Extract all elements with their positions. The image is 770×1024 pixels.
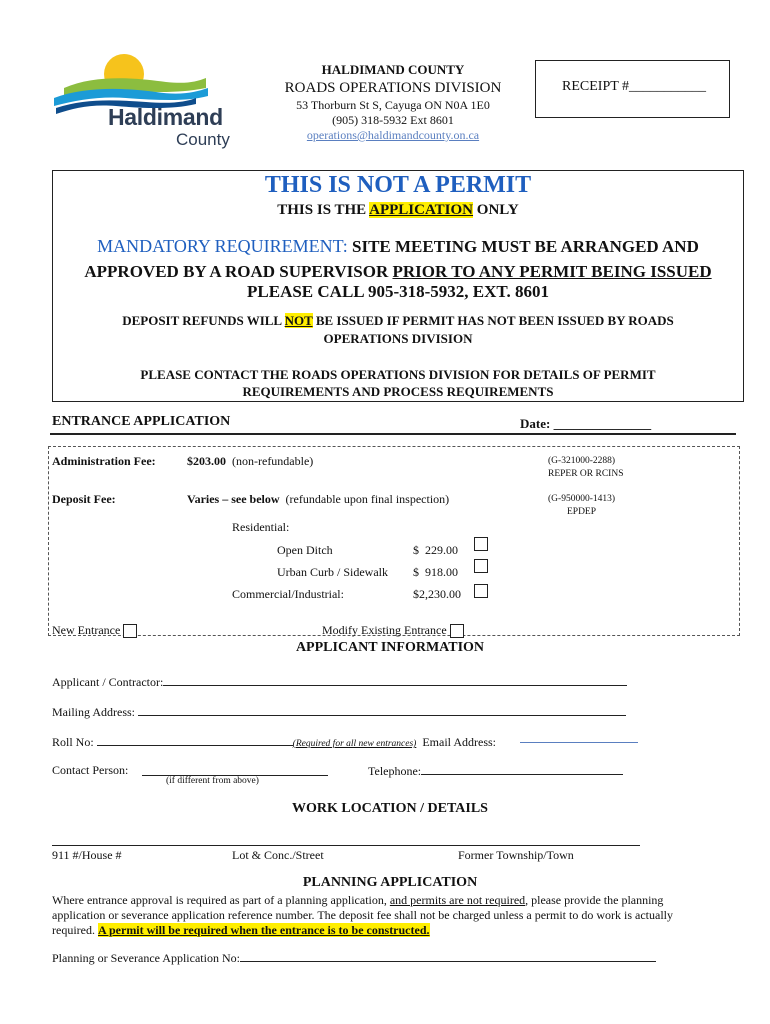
deposit-refund-line-2: OPERATIONS DIVISION <box>323 331 473 346</box>
roll-note: (Required for all new entrances) <box>292 739 417 749</box>
roll-row <box>52 734 496 750</box>
admin-fee-code-2: REPER OR RCINS <box>548 469 624 479</box>
fee-box <box>48 446 740 636</box>
mandatory-line-2 <box>52 262 744 282</box>
mandatory-text-2-underlined: PRIOR TO ANY PERMIT BEING ISSUED <box>392 262 712 281</box>
deposit-fee-code-2: EPDEP <box>566 507 597 517</box>
new-entrance <box>52 623 137 638</box>
applicant-heading: APPLICANT INFORMATION <box>295 640 485 655</box>
deposit-not: NOT <box>284 313 313 328</box>
notice-subtitle <box>52 202 744 219</box>
logo-text-haldimand: Haldimand <box>108 104 223 130</box>
contact-line-2: REQUIREMENTS AND PROCESS REQUIREMENTS <box>242 384 554 399</box>
contact-line-1: PLEASE CONTACT THE ROADS OPERATIONS DIVISION FOR DETAILS OF PERMIT <box>140 367 656 382</box>
telephone-row <box>368 763 623 779</box>
org-header <box>270 62 516 143</box>
admin-fee-value <box>187 454 313 469</box>
work-location-line[interactable] <box>52 845 640 846</box>
org-address: 53 Thorburn St S, Cayuga ON N0A 1E0 <box>296 98 490 112</box>
planning-p3-highlight: A permit will be required when the entrance is to be constructed. <box>97 923 430 937</box>
org-name: HALDIMAND COUNTY <box>321 62 465 77</box>
subtitle-application: APPLICATION <box>369 202 474 218</box>
receipt-box <box>535 60 730 118</box>
deposit-refund-line-1 <box>52 313 744 329</box>
mandatory-line-1 <box>52 236 744 257</box>
deposit-varies: Varies – see below <box>187 492 280 506</box>
email-input[interactable] <box>520 741 638 743</box>
org-email-link[interactable]: operations@haldimandcounty.on.ca <box>306 128 480 142</box>
mailing-input[interactable] <box>138 704 626 716</box>
application-number-label: Planning or Severance Application No: <box>52 951 240 965</box>
contractor-label: Applicant / Contractor: <box>52 675 164 689</box>
contractor-input[interactable] <box>163 674 627 686</box>
deposit-post: BE ISSUED IF PERMIT HAS NOT BEEN ISSUED BY ROADS <box>312 313 674 328</box>
planning-line-2: application or severance application reference number. The deposit fee shall not be charged unless a permit to do work is actually <box>52 908 673 922</box>
modify-entrance <box>322 623 464 638</box>
application-number-row <box>52 950 656 966</box>
roll-input[interactable] <box>97 734 293 746</box>
roll-label: Roll No: <box>52 735 94 749</box>
date-field[interactable]: Date: _______________ <box>520 416 652 431</box>
admin-fee-note: (non-refundable) <box>232 454 314 468</box>
modify-entrance-checkbox[interactable] <box>450 624 464 638</box>
commercial-label: Commercial/Industrial: <box>232 587 344 601</box>
telephone-label: Telephone: <box>368 764 422 778</box>
subtitle-post: ONLY <box>473 202 519 218</box>
notice-title: THIS IS NOT A PERMIT <box>264 172 532 198</box>
work-heading: WORK LOCATION / DETAILS <box>292 801 488 816</box>
subtitle-pre: THIS IS THE <box>277 202 370 218</box>
house-number-label: 911 #/House # <box>52 848 122 862</box>
entrance-divider <box>50 433 736 435</box>
deposit-note: (refundable upon final inspection) <box>285 492 450 506</box>
township-label: Former Township/Town <box>458 848 574 862</box>
planning-line-1 <box>52 893 742 908</box>
deposit-fee-value <box>187 492 449 507</box>
logo-text-county: County <box>176 130 230 149</box>
contractor-row <box>52 674 627 690</box>
email-label: Email Address: <box>422 735 496 749</box>
admin-fee-label: Administration Fee: <box>52 454 156 468</box>
contact-row <box>52 763 128 778</box>
mandatory-line-3: PLEASE CALL 905-318-5932, EXT. 8601 <box>247 282 549 301</box>
urban-curb-amount: $ 918.00 <box>413 565 458 579</box>
open-ditch-label: Open Ditch <box>277 543 333 557</box>
new-entrance-label: New Entrance <box>52 623 121 637</box>
open-ditch-amount: $ 229.00 <box>413 543 458 557</box>
admin-fee-code-1: (G-321000-2288) <box>548 456 616 466</box>
contact-input[interactable] <box>142 764 328 776</box>
telephone-input[interactable] <box>421 763 623 775</box>
residential-label: Residential: <box>232 520 290 534</box>
planning-p1-underlined: and permits are not required <box>389 893 526 907</box>
planning-heading: PLANNING APPLICATION <box>302 875 478 890</box>
urban-curb-label: Urban Curb / Sidewalk <box>277 565 388 579</box>
admin-fee-amount: $203.00 <box>187 454 226 468</box>
application-number-input[interactable] <box>240 950 656 962</box>
entrance-heading: ENTRANCE APPLICATION <box>52 414 231 429</box>
deposit-fee-code-1: (G-950000-1413) <box>548 494 616 504</box>
county-logo <box>46 48 246 154</box>
mailing-label: Mailing Address: <box>52 705 135 719</box>
modify-entrance-label: Modify Existing Entrance <box>322 623 447 637</box>
receipt-label: RECEIPT #___________ <box>562 79 707 94</box>
planning-line-3 <box>52 923 742 938</box>
deposit-pre: DEPOSIT REFUNDS WILL <box>122 313 285 328</box>
admin-fee-code <box>548 455 624 481</box>
mandatory-text-2: APPROVED BY A ROAD SUPERVISOR <box>84 262 393 281</box>
mailing-row <box>52 704 626 720</box>
open-ditch-checkbox[interactable] <box>474 537 488 551</box>
planning-p1-pre: Where entrance approval is required as part of a planning application, <box>52 893 390 907</box>
urban-curb-checkbox[interactable] <box>474 559 488 573</box>
lot-street-label: Lot & Conc./Street <box>232 848 324 862</box>
deposit-fee-code <box>548 493 615 519</box>
contact-note: (if different from above) <box>166 776 259 786</box>
mandatory-text-1: SITE MEETING MUST BE ARRANGED AND <box>347 237 699 256</box>
new-entrance-checkbox[interactable] <box>123 624 137 638</box>
planning-p1-post: , please provide the planning <box>525 893 664 907</box>
commercial-checkbox[interactable] <box>474 584 488 598</box>
division-name: ROADS OPERATIONS DIVISION <box>284 80 502 96</box>
deposit-fee-label: Deposit Fee: <box>52 492 116 506</box>
commercial-amount: $2,230.00 <box>413 587 461 601</box>
org-phone: (905) 318-5932 Ext 8601 <box>332 113 454 127</box>
planning-p3-pre: required. <box>52 923 98 937</box>
planning-paragraph <box>52 893 742 938</box>
contact-label: Contact Person: <box>52 763 129 777</box>
mandatory-label: MANDATORY REQUIREMENT: <box>97 236 348 256</box>
